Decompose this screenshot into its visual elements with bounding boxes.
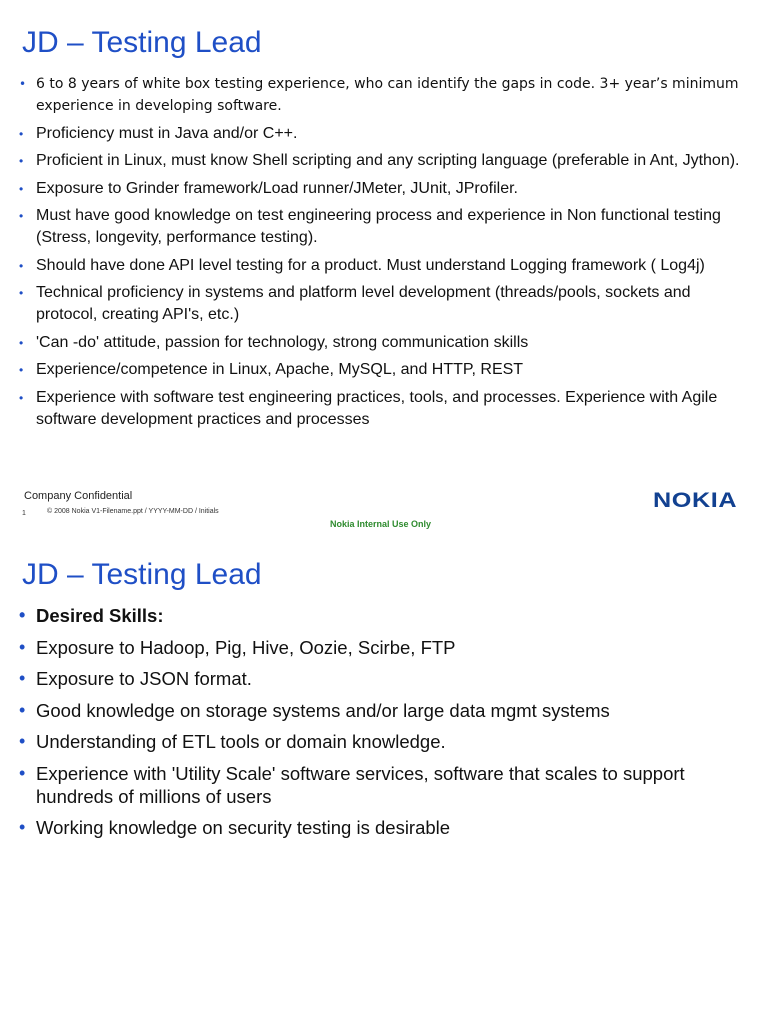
bullet-icon: • bbox=[19, 258, 24, 273]
bullet-icon: • bbox=[19, 817, 26, 837]
bullet-icon: • bbox=[19, 390, 24, 405]
bullet-text: Experience with software test engineering practices, tools, and processes. Experience with Agile software development practices and processes bbox=[36, 388, 718, 428]
bullet-text: Working knowledge on security testing is desirable bbox=[36, 817, 451, 838]
bullet-icon: • bbox=[19, 731, 26, 751]
slide-2 bbox=[0, 540, 768, 1024]
list-item bbox=[0, 762, 745, 808]
bullet-icon: • bbox=[19, 668, 26, 688]
bullet-text: Must have good knowledge on test engineering process and experience in Non functional testing (Stress, longevity, performance testing). bbox=[36, 207, 721, 246]
list-item bbox=[0, 699, 745, 722]
list-item bbox=[0, 387, 745, 431]
list-item bbox=[0, 73, 745, 117]
confidential-label: Company Confidential bbox=[24, 490, 133, 502]
list-item bbox=[0, 359, 745, 381]
list-item bbox=[0, 282, 745, 326]
bullet-text: Exposure to JSON format. bbox=[36, 668, 252, 689]
list-item bbox=[0, 332, 745, 354]
bullet-text: 6 to 8 years of white box testing experience, who can identify the gaps in code. 3+ year’s minimum experience in developing software. bbox=[36, 76, 739, 114]
bullet-text: Understanding of ETL tools or domain knowledge. bbox=[36, 731, 446, 752]
bullet-icon: • bbox=[19, 286, 24, 300]
bullet-icon: • bbox=[19, 126, 24, 141]
list-item bbox=[0, 816, 745, 839]
bullet-text: Proficient in Linux, must know Shell scripting and any scripting language (preferable in Ant, Jython). bbox=[36, 152, 740, 169]
bullet-icon: • bbox=[19, 699, 26, 720]
slide-title: JD – Testing Lead bbox=[22, 26, 262, 59]
list-item bbox=[0, 255, 745, 277]
bullet-text: Desired Skills: bbox=[36, 605, 164, 626]
bullet-text: 'Can -do' attitude, passion for technology, strong communication skills bbox=[36, 333, 529, 351]
bullet-icon: • bbox=[19, 181, 24, 196]
bullet-text: Experience with 'Utility Scale' software services, software that scales to support hundreds of millions of users bbox=[36, 762, 685, 807]
list-item bbox=[0, 667, 745, 690]
bullet-icon: • bbox=[19, 154, 24, 168]
bullet-text: Should have done API level testing for a product. Must understand Logging framework ( Log4j) bbox=[36, 256, 705, 274]
bullet-icon: • bbox=[19, 209, 24, 223]
page-number: 1 bbox=[22, 510, 26, 517]
list-item bbox=[0, 150, 745, 172]
slide-title: JD – Testing Lead bbox=[22, 558, 262, 591]
bullet-icon: • bbox=[19, 636, 26, 657]
bullet-list bbox=[0, 73, 745, 436]
bullet-icon: • bbox=[19, 335, 24, 350]
list-item bbox=[0, 730, 745, 753]
bullet-icon: • bbox=[19, 77, 27, 91]
list-item bbox=[0, 178, 745, 200]
bullet-text: Good knowledge on storage systems and/or large data mgmt systems bbox=[36, 699, 610, 721]
bullet-icon: • bbox=[19, 762, 26, 783]
internal-use-label: Nokia Internal Use Only bbox=[330, 519, 432, 529]
list-item bbox=[0, 604, 745, 627]
bullet-list bbox=[0, 604, 745, 848]
bullet-text: Technical proficiency in systems and platform level development (threads/pools, sockets and protocol, creating API's, etc.) bbox=[36, 284, 691, 323]
list-item bbox=[0, 123, 745, 145]
bullet-text: Exposure to Hadoop, Pig, Hive, Oozie, Scirbe, FTP bbox=[36, 636, 456, 658]
bullet-text: Experience/competence in Linux, Apache, MySQL, and HTTP, REST bbox=[36, 361, 524, 378]
list-item bbox=[0, 636, 745, 659]
bullet-icon: • bbox=[19, 605, 26, 625]
nokia-logo: NOKIA bbox=[653, 489, 738, 512]
bullet-text: Proficiency must in Java and/or C++. bbox=[36, 124, 298, 142]
bullet-text: Exposure to Grinder framework/Load runner/JMeter, JUnit, JProfiler. bbox=[36, 179, 518, 197]
bullet-icon: • bbox=[19, 363, 24, 377]
list-item bbox=[0, 205, 745, 249]
copyright-line: © 2008 Nokia V1-Filename.ppt / YYYY-MM-DD / Initials bbox=[47, 508, 219, 515]
